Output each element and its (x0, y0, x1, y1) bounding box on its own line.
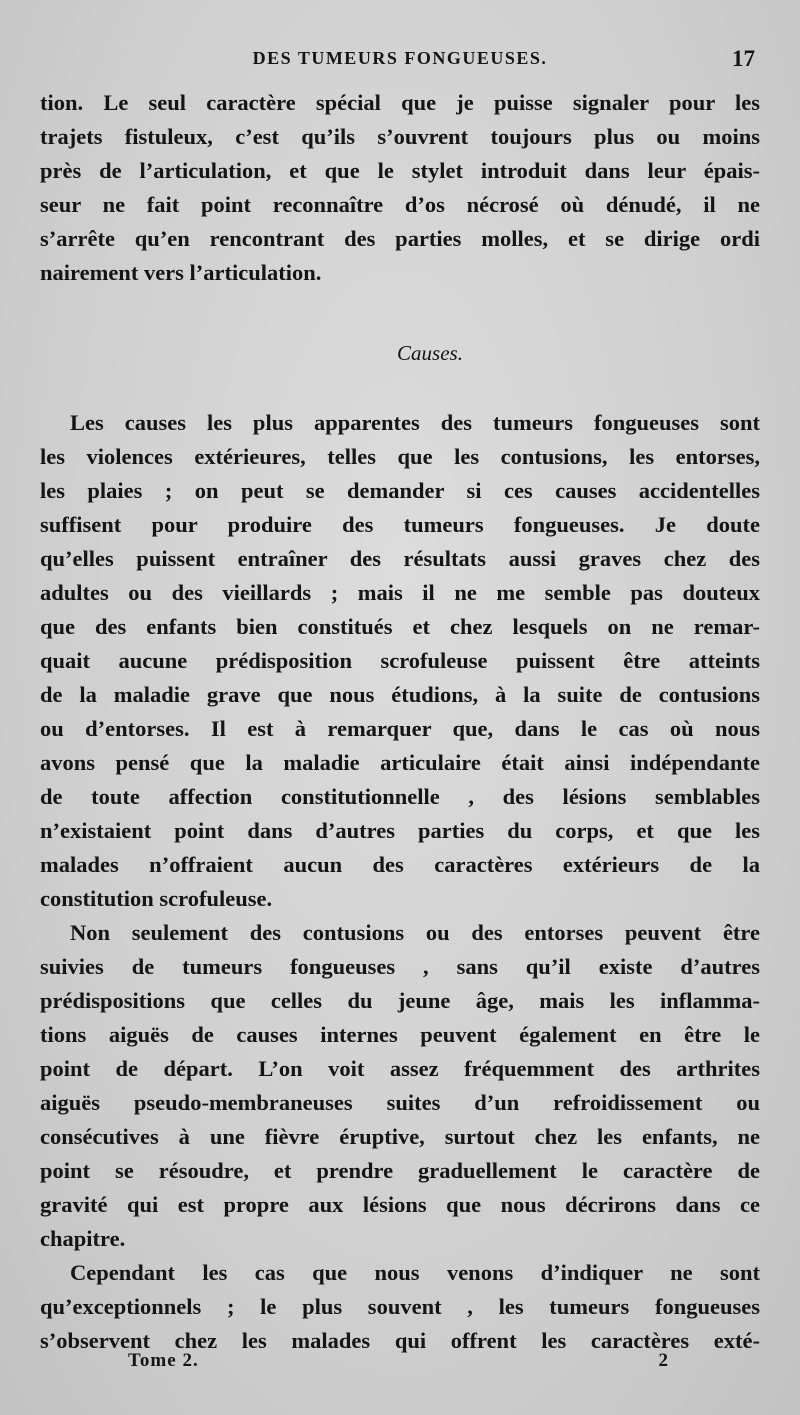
text-line: trajets fistuleux, c’est qu’ils s’ouvrent toujours plus ou moins (40, 124, 760, 149)
text-line: point de départ. L’on voit assez fréquemment des arthrites (40, 1056, 760, 1081)
page-number: 17 (732, 46, 755, 71)
text-line: prédispositions que celles du jeune âge, mais les inflamma- (40, 988, 760, 1013)
running-head (40, 48, 760, 78)
text-line: tions aiguës de causes internes peuvent également en être le (40, 1022, 760, 1047)
text-line: qu’exceptionnels ; le plus souvent , les tumeurs fongueuses (40, 1294, 760, 1319)
text-line: gravité qui est propre aux lésions que nous décrirons dans ce (40, 1192, 760, 1217)
text-line: tion. Le seul caractère spécial que je puisse signaler pour les (40, 90, 760, 115)
text-line: adultes ou des vieillards ; mais il ne me semble pas douteux (40, 580, 760, 605)
text-line: chapitre. (40, 1226, 126, 1251)
text-line: suivies de tumeurs fongueuses , sans qu’il existe d’autres (40, 954, 760, 979)
page-footer (128, 1350, 668, 1380)
text-line: suffisent pour produire des tumeurs fongueuses. Je doute (40, 512, 760, 537)
text-line: Non seulement des contusions ou des entorses peuvent être (70, 920, 760, 945)
text-line: les plaies ; on peut se demander si ces causes accidentelles (40, 478, 760, 503)
text-line: consécutives à une fièvre éruptive, surtout chez les enfants, ne (40, 1124, 760, 1149)
text-line: point se résoudre, et prendre graduellement le caractère de (40, 1158, 760, 1183)
text-line: les violences extérieures, telles que les contusions, les entorses, (40, 444, 760, 469)
text-line: qu’elles puissent entraîner des résultats aussi graves chez des (40, 546, 760, 571)
text-line: de la maladie grave que nous étudions, à la suite de contusions (40, 682, 760, 707)
text-line: de toute affection constitutionnelle , des lésions semblables (40, 784, 760, 809)
text-line: seur ne fait point reconnaître d’os nécrosé où dénudé, il ne (40, 192, 760, 217)
text-line: aiguës pseudo-membraneuses suites d’un refroidissement ou (40, 1090, 760, 1115)
running-title: DES TUMEURS FONGUEUSES. (252, 48, 548, 68)
text-line: Les causes les plus apparentes des tumeurs fongueuses sont (70, 410, 760, 435)
text-line: près de l’articulation, et que le stylet introduit dans leur épais- (40, 158, 760, 183)
text-line: s’arrête qu’en rencontrant des parties molles, et se dirige ordi (40, 226, 760, 251)
paragraph (40, 1256, 760, 1358)
text-line: malades n’offraient aucun des caractères extérieurs de la (40, 852, 760, 877)
paragraph (40, 406, 760, 916)
text-line: s’observent chez les malades qui offrent les caractères exté- (40, 1328, 760, 1353)
text-line: ou d’entorses. Il est à remarquer que, dans le cas où nous (40, 716, 760, 741)
text-line: nairement vers l’articulation. (40, 260, 322, 285)
text-line: avons pensé que la maladie articulaire était ainsi indépendante (40, 750, 760, 775)
text-line: Cependant les cas que nous venons d’indiquer ne sont (70, 1260, 760, 1285)
text-line: quait aucune prédisposition scrofuleuse puissent être atteints (40, 648, 760, 673)
paragraph (40, 916, 760, 1256)
section-heading: Causes. (397, 341, 463, 365)
signature-mark: 2 (658, 1350, 668, 1371)
text-line: constitution scrofuleuse. (40, 886, 273, 911)
text-line: que des enfants bien constitués et chez lesquels on ne remar- (40, 614, 760, 639)
paragraph (40, 86, 760, 290)
body-text (40, 86, 760, 1358)
volume-label: Tome 2. (128, 1350, 199, 1371)
text-line: n’existaient point dans d’autres parties du corps, et que les (40, 818, 760, 843)
